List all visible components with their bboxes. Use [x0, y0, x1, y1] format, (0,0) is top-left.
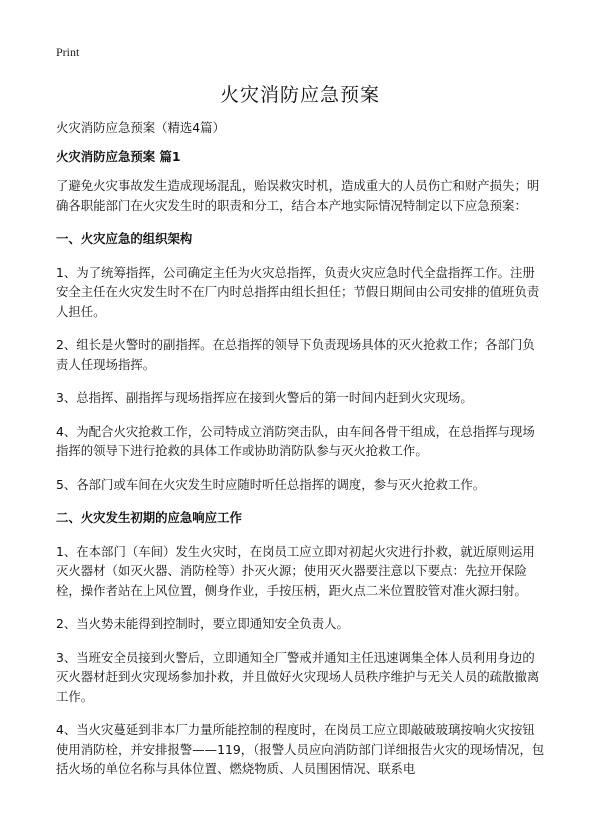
section-heading-organization: 一、火灾应急的组织架构 [56, 231, 193, 246]
list-item: 2、当火势未能得到控制时，要立即通知安全负责人。 [56, 616, 349, 631]
list-item: 4、当火灾蔓延到非本厂力量所能控制的程度时，在岗员工应立即敲破玻璃按响火灾按钮使用消防栓，并安排报警——119，（报警人员应向消防部门详细报告火灾的现场情况，包括火场的单位名称与具体位置、燃烧物质、人员围困情况、联系电 [56, 722, 545, 776]
print-label: Print [56, 45, 80, 59]
list-item: 3、总指挥、副指挥与现场指挥应在接到火警后的第一时间内赶到火灾现场。 [56, 390, 473, 405]
section-heading-initial-response: 二、火灾发生初期的应急响应工作 [56, 510, 242, 525]
document-subtitle: 火灾消防应急预案（精选4篇） [56, 120, 225, 135]
list-item: 1、为了统筹指挥，公司确定主任为火灾总指挥，负责火灾应急时代全盘指挥工作。注册安全主任在火灾发生时不在厂内时总指挥由组长担任；节假日期间由公司安排的值班负责人担任。 [56, 264, 540, 319]
list-item: 4、为配合火灾抢救工作，公司特成立消防突击队，由车间各骨干组成，在总指挥与现场指挥的领导下进行抢救的具体工作或协助消防队参与灭火抢救工作。 [56, 423, 535, 458]
intro-paragraph: 了避免火灾事故发生造成现场混乱，贻误救灾时机，造成重大的人员伤亡和财产损失；明确各职能部门在火灾发生时的职责和分工，结合本产地实际情况特制定以下应急预案： [56, 178, 540, 213]
list-item: 1、在本部门（车间）发生火灾时，在岗员工应立即对初起火灾进行扑救，就近原则运用灭火器材（如灭火器、消防栓等）扑灭火源；使用灭火器要注意以下要点：先拉开保险栓，操作者站在上风位置，侧身作业，手按压柄，距火点二米位置胶管对准火源扫射。 [56, 543, 535, 598]
page-title: 火灾消防应急预案 [219, 84, 380, 106]
list-item: 5、各部门或车间在火灾发生时应随时听任总指挥的调度，参与灭火抢救工作。 [56, 476, 486, 492]
list-item: 3、当班安全员接到火警后，立即通知全厂警戒并通知主任迅速调集全体人员利用身边的灭火器材赶到火灾现场参加扑救，并且做好火灾现场人员秩序维护与无关人员的疏散撤离工作。 [56, 649, 540, 704]
document-body [56, 118, 546, 793]
article-heading: 火灾消防应急预案 篇1 [56, 148, 181, 164]
list-item: 2、组长是火警时的副指挥。在总指挥的领导下负责现场具体的灭火抢救工作；各部门负责人任现场指挥。 [56, 337, 535, 372]
